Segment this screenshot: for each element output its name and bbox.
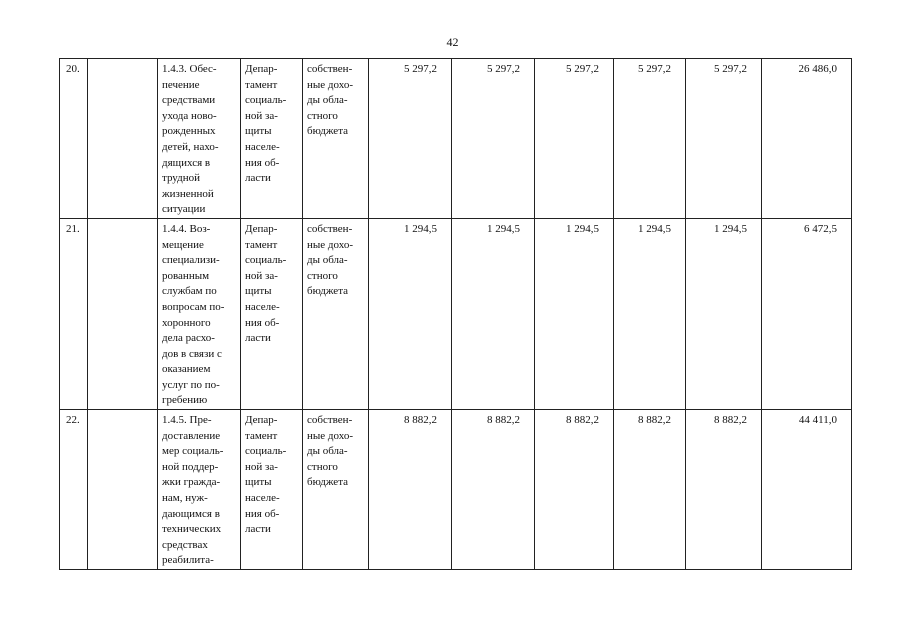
measure-name-line: дов в связи с <box>162 347 222 360</box>
executor-line: щиты <box>245 285 272 298</box>
year-value-5: 5 297,2 <box>686 59 762 219</box>
funding-source-line: бюджета <box>307 476 349 489</box>
year-value-2: 1 294,5 <box>452 218 535 409</box>
table-row <box>60 218 852 409</box>
row-index: 20. <box>60 59 88 219</box>
table-row <box>60 410 852 570</box>
table-row <box>60 59 852 219</box>
executor-line: ния об- <box>245 316 280 329</box>
executor-line: тамент <box>245 238 278 251</box>
executor-line: ной за- <box>245 269 278 282</box>
year-value-2: 5 297,2 <box>452 59 535 219</box>
measure-name-line: ной поддер- <box>162 460 219 473</box>
measure-name-line: мер социаль- <box>162 445 224 458</box>
year-value-5: 8 882,2 <box>686 410 762 570</box>
measure-name-line: жизненной <box>162 187 214 200</box>
total-value: 44 411,0 <box>762 410 852 570</box>
executor-line: ласти <box>245 523 271 536</box>
measure-name-line: нам, нуж- <box>162 492 208 505</box>
year-value-3: 1 294,5 <box>535 218 614 409</box>
executor-line: ной за- <box>245 460 278 473</box>
measure-name-line: ситуации <box>162 203 206 216</box>
executor-line: населе- <box>245 140 280 153</box>
year-value-1: 1 294,5 <box>369 218 452 409</box>
funding-source-line: ные дохо- <box>307 429 353 442</box>
year-value-1: 8 882,2 <box>369 410 452 570</box>
executor-line: социаль- <box>245 445 287 458</box>
measure-name <box>158 218 241 409</box>
executor-line: тамент <box>245 78 278 91</box>
executor-line: Депар- <box>245 63 278 75</box>
funding-source-line: стного <box>307 269 338 282</box>
measure-name-line: 1.4.5. Пре- <box>162 414 212 427</box>
measure-name-line: 1.4.4. Воз- <box>162 222 211 235</box>
funding-source-line: собствен- <box>307 222 353 235</box>
executor-line: ния об- <box>245 156 280 169</box>
measure-name-line: дела расхо- <box>162 332 215 345</box>
executor-line: ния об- <box>245 507 280 520</box>
funding-source-line: ные дохо- <box>307 238 353 251</box>
measure-name-line: службам по <box>162 285 217 298</box>
measure-name-line: мещение <box>162 238 204 251</box>
funding-source-line: бюджета <box>307 125 349 138</box>
funding-source <box>303 410 369 570</box>
executor <box>241 59 303 219</box>
measure-name-line: детей, нахо- <box>162 140 219 153</box>
measure-name-line: жки гражда- <box>162 476 221 489</box>
measure-name-line: реабилита- <box>162 554 214 567</box>
funding-source-line: собствен- <box>307 414 353 427</box>
measure-name-line: доставление <box>162 429 221 442</box>
funding-source-line: стного <box>307 460 338 473</box>
executor-line: Депар- <box>245 222 278 235</box>
year-value-4: 8 882,2 <box>614 410 686 570</box>
year-value-3: 8 882,2 <box>535 410 614 570</box>
blank-cell <box>88 218 158 409</box>
funding-source-line: стного <box>307 109 338 122</box>
funding-source-line: ные дохо- <box>307 78 353 91</box>
measure-name-line: вопросам по- <box>162 300 225 313</box>
funding-source <box>303 59 369 219</box>
funding-source-line: собствен- <box>307 63 353 75</box>
executor-line: ласти <box>245 172 271 185</box>
measure-name <box>158 59 241 219</box>
executor-line: щиты <box>245 125 272 138</box>
blank-cell <box>88 59 158 219</box>
measure-name-line: услуг по по- <box>162 378 220 391</box>
row-index: 21. <box>60 218 88 409</box>
funding-source-line: ды обла- <box>307 94 348 107</box>
measure-name-line: 1.4.3. Обес- <box>162 63 217 75</box>
measure-name-line: ухода ново- <box>162 109 217 122</box>
executor-line: населе- <box>245 300 280 313</box>
year-value-1: 5 297,2 <box>369 59 452 219</box>
measure-name-line: гребению <box>162 394 208 407</box>
measure-name <box>158 410 241 570</box>
executor-line: населе- <box>245 492 280 505</box>
measure-name-line: печение <box>162 78 200 91</box>
funding-source-line: ды обла- <box>307 254 348 267</box>
funding-source-line: ды обла- <box>307 445 348 458</box>
executor-line: социаль- <box>245 94 287 107</box>
measure-name-line: оказанием <box>162 363 211 376</box>
funding-source <box>303 218 369 409</box>
measure-name-line: дающимся в <box>162 507 220 520</box>
measure-name-line: хоронного <box>162 316 211 329</box>
executor-line: щиты <box>245 476 272 489</box>
total-value: 6 472,5 <box>762 218 852 409</box>
year-value-3: 5 297,2 <box>535 59 614 219</box>
measure-name-line: трудной <box>162 172 200 185</box>
measure-name-line: специализи- <box>162 254 220 267</box>
executor-line: социаль- <box>245 254 287 267</box>
measure-name-line: средствах <box>162 538 208 551</box>
year-value-5: 1 294,5 <box>686 218 762 409</box>
executor-line: ной за- <box>245 109 278 122</box>
total-value: 26 486,0 <box>762 59 852 219</box>
executor-line: тамент <box>245 429 278 442</box>
year-value-2: 8 882,2 <box>452 410 535 570</box>
measure-name-line: рожденных <box>162 125 216 138</box>
budget-table <box>59 58 852 570</box>
executor <box>241 410 303 570</box>
page-number: 42 <box>446 35 459 49</box>
measure-name-line: технических <box>162 523 222 536</box>
executor-line: ласти <box>245 332 271 345</box>
measure-name-line: средствами <box>162 94 216 107</box>
measure-name-line: дящихся в <box>162 156 211 169</box>
executor-line: Депар- <box>245 414 278 427</box>
measure-name-line: рованным <box>162 269 210 282</box>
funding-source-line: бюджета <box>307 285 349 298</box>
year-value-4: 1 294,5 <box>614 218 686 409</box>
row-index: 22. <box>60 410 88 570</box>
blank-cell <box>88 410 158 570</box>
year-value-4: 5 297,2 <box>614 59 686 219</box>
executor <box>241 218 303 409</box>
